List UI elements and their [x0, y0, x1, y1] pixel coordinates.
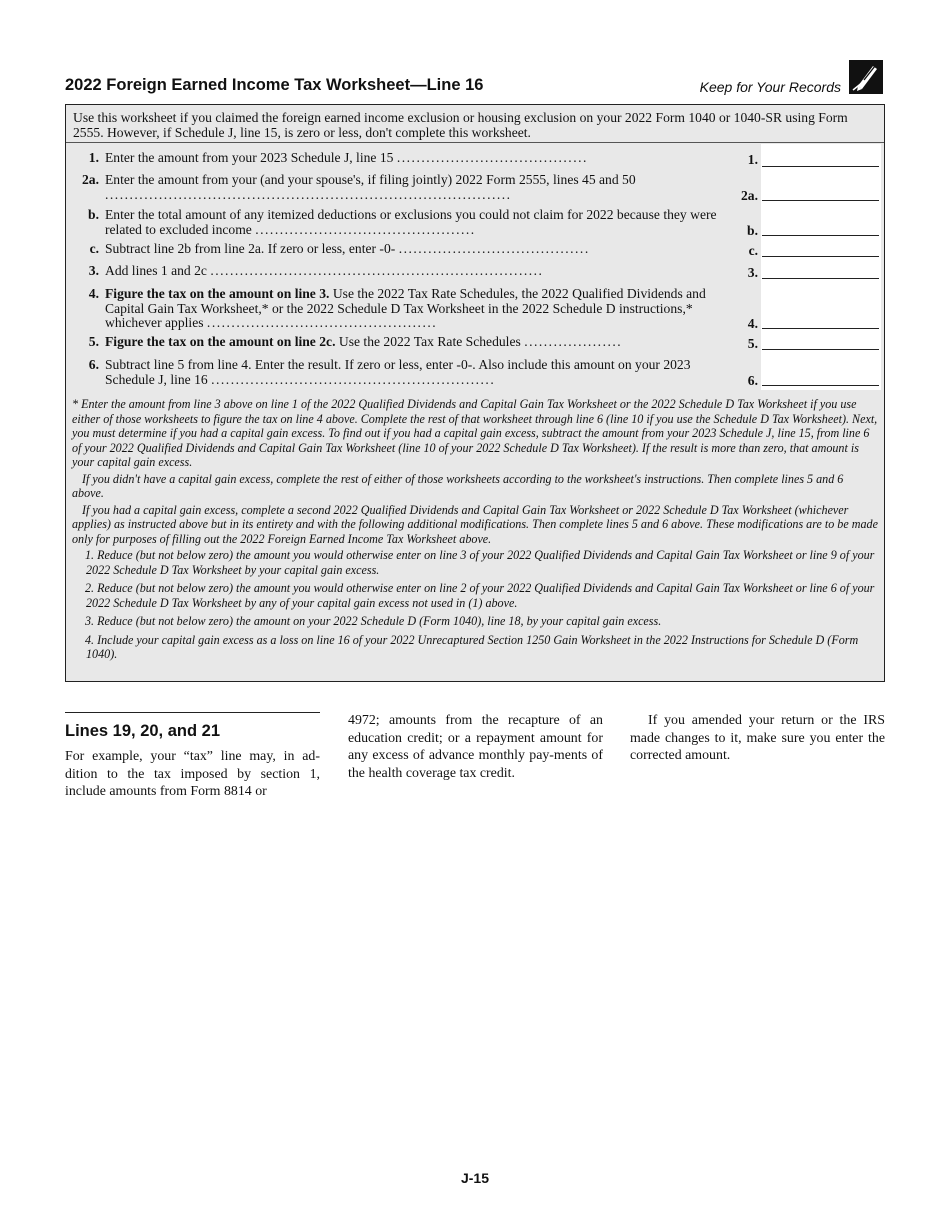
line-label: 1.	[747, 152, 758, 167]
line-label: 2a.	[741, 188, 758, 203]
line-label: 4.	[747, 316, 758, 331]
worksheet-box	[65, 104, 885, 682]
text-column-1	[65, 712, 320, 801]
text-column-3	[630, 712, 885, 765]
note-item: 2. Reduce (but not below zero) the amount you would otherwise enter on line 2 of your 2022 Qualified Dividends and Capital Gain Tax Worksheet or line 6 of your 2022 Schedule D Tax Worksheet by any of your capital gain excess not used in (1) above.	[85, 581, 875, 610]
keep-for-records-label: Keep for Your Records	[699, 79, 841, 95]
note-no-excess: If you didn't have a capital gain excess, complete the rest of either of those worksheets according to the worksheet's instructions. Then complete lines 5 and 6 above.	[72, 471, 844, 500]
section-rule	[65, 712, 320, 713]
line-number: 5.	[88, 334, 99, 349]
line-number: 6.	[88, 357, 99, 372]
line-4-amount-field[interactable]	[762, 311, 879, 329]
section-heading: Lines 19, 20, and 21	[65, 722, 220, 740]
line-number: 2a.	[82, 172, 99, 187]
line-1-amount-field[interactable]	[762, 149, 879, 167]
line-text: Enter the amount from your 2023 Schedule J, line 15 .......................................	[105, 150, 588, 165]
line-label: c.	[748, 243, 758, 258]
line-2b-amount-field[interactable]	[762, 218, 879, 236]
line-text: Subtract line 2b from line 2a. If zero or less, enter -0- .......................................	[105, 241, 590, 256]
line-text: Figure the tax on the amount on line 2c. Use the 2022 Tax Rate Schedules ....................	[105, 334, 623, 349]
section-paragraph: For example, your “tax” line may, in ad-dition to the tax imposed by section 1, include amounts from Form 8814 or	[65, 749, 320, 800]
line-label: 3.	[747, 265, 758, 280]
worksheet-intro: Use this worksheet if you claimed the foreign earned income exclusion or housing exclusion on your 2022 Form 1040 or 1040-SR using Form 2555. However, if Schedule J, line 15, is zero or less, don't complete this worksheet.	[66, 105, 884, 143]
line-6-amount-field[interactable]	[762, 368, 879, 386]
section-paragraph: If you amended your return or the IRS made changes to it, make sure you enter the corrected amount.	[630, 713, 885, 764]
text-column-2	[348, 712, 603, 782]
line-text: Enter the amount from your (and your spouse's, if filing jointly) 2022 Form 2555, lines 45 and 50 ...................................................................................	[105, 172, 636, 202]
line-text: Figure the tax on the amount on line 3. Use the 2022 Tax Rate Schedules, the 2022 Qualified Dividends and Capital Gain Tax Worksheet,* or the 2022 Schedule D Tax Worksheet in the 2022 Schedule D instructions,* whichever applies ...............................................	[105, 286, 706, 330]
line-label: b.	[747, 223, 758, 238]
worksheet-title: 2022 Foreign Earned Income Tax Worksheet—Line 16	[65, 76, 484, 94]
note-had-excess: If you had a capital gain excess, complete a second 2022 Qualified Dividends and Capital Gain Tax Worksheet or 2022 Schedule D Tax Worksheet (whichever applies) as instructed above but in its entirety and with the following additional modifications. Then complete lines 5 and 6 above. These modifications are to be made only for purposes of filling out the 2022 Foreign Earned Income Tax Worksheet above.	[72, 502, 878, 546]
line-3-amount-field[interactable]	[762, 261, 879, 279]
note-item: 3. Reduce (but not below zero) the amount on your 2022 Schedule D (Form 1040), line 18, by your capital gain excess.	[85, 614, 662, 628]
line-number: 1.	[88, 150, 99, 165]
line-label: 6.	[747, 373, 758, 388]
worksheet-notes	[66, 397, 884, 666]
line-text: Enter the total amount of any itemized deductions or exclusions you could not claim for 2022 because they were related to excluded income .............................................	[105, 207, 717, 237]
line-5-amount-field[interactable]	[762, 332, 879, 350]
line-label: 5.	[747, 336, 758, 351]
line-2c-amount-field[interactable]	[762, 239, 879, 257]
note-item: 1. Reduce (but not below zero) the amount you would otherwise enter on line 3 of your 2022 Qualified Dividends and Capital Gain Tax Worksheet or line 9 of your 2022 Schedule D Tax Worksheet by your capital gain excess.	[85, 548, 875, 577]
line-number: b.	[88, 207, 99, 222]
page-number: J-15	[460, 1170, 490, 1186]
note-item: 4. Include your capital gain excess as a loss on line 16 of your 2022 Unrecaptured Section 1250 Gain Worksheet in the 2022 Instructions for Schedule D (Form 1040).	[85, 632, 859, 661]
line-text: Subtract line 5 from line 4. Enter the result. If zero or less, enter -0-. Also include this amount on your 2023 Schedule J, line 16 ..........................................................	[105, 357, 691, 387]
line-2a-amount-field[interactable]	[762, 183, 879, 201]
line-number: c.	[89, 241, 99, 256]
line-text: Add lines 1 and 2c ....................................................................	[105, 263, 544, 278]
line-number: 4.	[88, 286, 99, 301]
pencil-icon	[849, 60, 883, 94]
note-star: * Enter the amount from line 3 above on line 1 of the 2022 Qualified Dividends and Capital Gain Tax Worksheet or the 2022 Schedule D Tax Worksheet if you use either of those worksheets to figure the tax on line 4 above. Complete the rest of that worksheet through line 6 (line 10 if you use the Schedule D Tax Worksheet). Next, you must determine if you had a capital gain excess. To find out if you had a capital gain excess, subtract the amount from your 2023 Schedule J, line 15, from line 6 of your 2022 Qualified Dividends and Capital Gain Tax Worksheet (line 10 of your 2022 Schedule D Tax Worksheet). If the result is more than zero, that amount is your capital gain excess.	[72, 397, 878, 469]
section-paragraph: 4972; amounts from the recapture of an education credit; or a repayment amount for any excess of advance monthly pay-ments of the health coverage tax credit.	[348, 713, 603, 781]
worksheet-header	[65, 60, 885, 98]
line-number: 3.	[88, 263, 99, 278]
